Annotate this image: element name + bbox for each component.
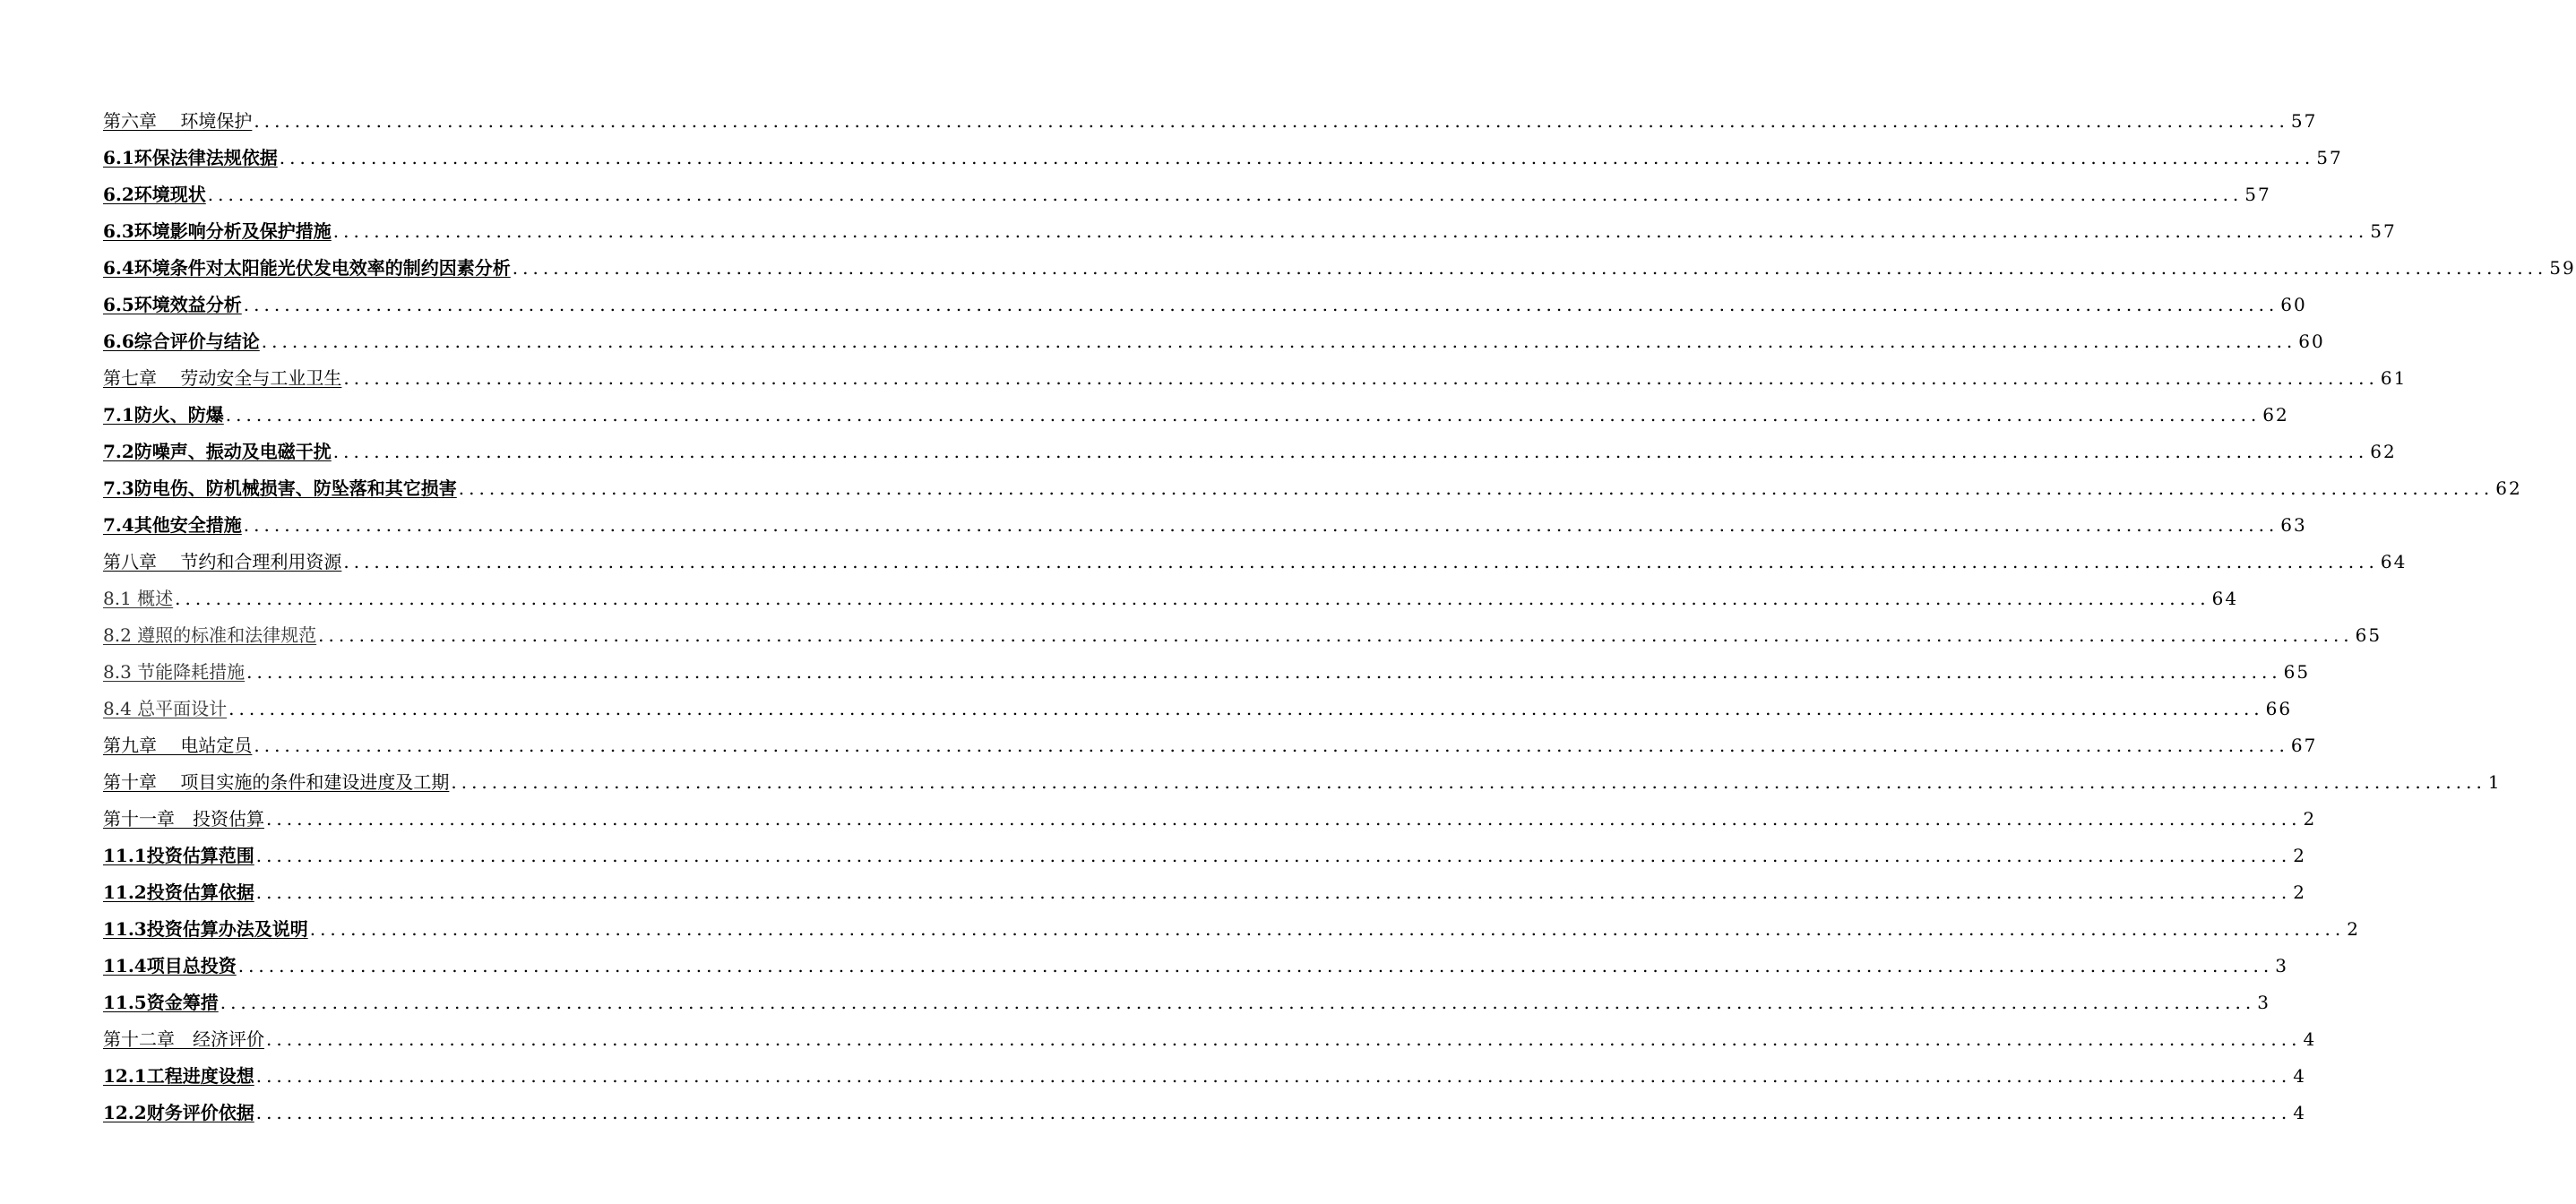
toc-leader-dots: ........................................................................................................................................................................................................ [228, 698, 2264, 719]
toc-page-number: 65 [2355, 624, 2382, 646]
toc-entry[interactable] [103, 537, 2408, 573]
toc-entry-label[interactable]: 8.3 节能降耗措施 [103, 661, 246, 683]
toc-leader-dots: ........................................................................................................................................................................................................ [332, 441, 2369, 462]
toc-leader-dots: ........................................................................................................................................................................................................ [266, 1028, 2302, 1050]
toc-page-number: 4 [2293, 1065, 2306, 1087]
toc-page-number: 59 [2549, 257, 2576, 279]
toc-entry[interactable] [103, 684, 2293, 720]
toc-entry-label[interactable]: 6.3环境影响分析及保护措施 [103, 220, 332, 242]
toc-entry[interactable] [103, 133, 2343, 169]
toc-page-number: 62 [2262, 404, 2289, 426]
toc-entry[interactable] [103, 794, 2317, 830]
toc-entry-label[interactable]: 6.1环保法律法规依据 [103, 147, 278, 168]
toc-entry[interactable] [103, 206, 2397, 243]
toc-entry[interactable] [103, 426, 2397, 463]
toc-entry[interactable] [103, 1014, 2317, 1051]
toc-leader-dots: ........................................................................................................................................................................................................ [343, 551, 2379, 572]
toc-entry[interactable] [103, 243, 2576, 280]
toc-entry[interactable] [103, 647, 2311, 684]
toc-leader-dots: ........................................................................................................................................................................................................ [175, 588, 2210, 609]
toc-entry-label[interactable]: 第七章 劳动安全与工业卫生 [103, 367, 342, 389]
toc-page-number: 57 [2370, 220, 2397, 242]
toc-entry-label[interactable]: 6.6综合评价与结论 [103, 331, 260, 352]
toc-page-number: 57 [2244, 184, 2271, 205]
toc-leader-dots: ........................................................................................................................................................................................................ [207, 184, 2244, 205]
toc-entry-label[interactable]: 8.2 遵照的标准和法律规范 [103, 624, 317, 646]
toc-leader-dots: ........................................................................................................................................................................................................ [246, 661, 2282, 683]
toc-leader-dots: ........................................................................................................................................................................................................ [237, 955, 2274, 976]
toc-entry-label[interactable]: 11.4项目总投资 [103, 955, 237, 976]
toc-page-number: 1 [2487, 771, 2502, 793]
toc-page-number: 62 [2495, 477, 2522, 499]
toc-leader-dots: ........................................................................................................................................................................................................ [255, 882, 2292, 903]
toc-entry[interactable] [103, 867, 2306, 904]
toc-entry[interactable] [103, 720, 2318, 757]
toc-leader-dots: ........................................................................................................................................................................................................ [266, 808, 2302, 830]
toc-entry-label[interactable]: 11.1投资估算范围 [103, 845, 254, 866]
toc-entry-label[interactable]: 第十一章 投资估算 [103, 808, 264, 830]
toc-entry-label[interactable]: 8.4 总平面设计 [103, 698, 228, 719]
toc-page-number: 57 [2290, 110, 2318, 132]
toc-entry-label[interactable]: 第十二章 经济评价 [103, 1028, 264, 1050]
toc-entry-label[interactable]: 第六章 环境保护 [103, 110, 253, 132]
toc-entry[interactable] [103, 977, 2270, 1014]
toc-page-number: 4 [2303, 1028, 2317, 1050]
toc-page-number: 62 [2370, 441, 2397, 462]
toc-page-number: 2 [2347, 918, 2360, 940]
toc-page-number: 2 [2293, 845, 2306, 866]
toc-entry-label[interactable]: 7.3防电伤、防机械损害、防坠落和其它损害 [103, 477, 457, 499]
toc-entry[interactable] [103, 169, 2271, 206]
toc-leader-dots: ........................................................................................................................................................................................................ [225, 404, 2262, 426]
toc-entry-label[interactable]: 8.1 概述 [103, 588, 174, 609]
toc-page-number: 57 [2316, 147, 2343, 168]
toc-leader-dots: ........................................................................................................................................................................................................ [512, 257, 2548, 279]
toc-entry[interactable] [103, 390, 2289, 426]
toc-entry[interactable] [103, 1051, 2306, 1088]
toc-entry-label[interactable]: 7.1防火、防爆 [103, 404, 224, 426]
toc-entry[interactable] [103, 280, 2307, 316]
toc-page-number: 60 [2298, 331, 2325, 352]
toc-entry[interactable] [103, 941, 2288, 977]
toc-leader-dots: ........................................................................................................................................................................................................ [243, 294, 2279, 315]
toc-entry-label[interactable]: 12.2财务评价依据 [103, 1102, 254, 1123]
toc-leader-dots: ........................................................................................................................................................................................................ [332, 220, 2369, 242]
toc-leader-dots: ........................................................................................................................................................................................................ [243, 514, 2279, 536]
toc-entry[interactable] [103, 353, 2408, 390]
toc-page-number: 66 [2265, 698, 2293, 719]
toc-leader-dots: ........................................................................................................................................................................................................ [254, 110, 2289, 132]
toc-entry[interactable] [103, 1088, 2306, 1124]
toc-page-number: 2 [2303, 808, 2317, 830]
toc-entry[interactable] [103, 830, 2306, 867]
toc-entry-label[interactable]: 11.5资金筹措 [103, 992, 219, 1013]
toc-entry-label[interactable]: 第八章 节约和合理利用资源 [103, 551, 342, 572]
toc-entry-label[interactable]: 11.3投资估算办法及说明 [103, 918, 308, 940]
toc-entry[interactable] [103, 316, 2325, 353]
toc-entry-label[interactable]: 12.1工程进度设想 [103, 1065, 254, 1087]
toc-page-number: 64 [2211, 588, 2239, 609]
toc-page-number: 63 [2280, 514, 2307, 536]
toc-leader-dots: ........................................................................................................................................................................................................ [458, 477, 2494, 499]
toc-page-number: 3 [2257, 992, 2270, 1013]
toc-leader-dots: ........................................................................................................................................................................................................ [309, 918, 2346, 940]
toc-entry[interactable] [103, 500, 2307, 537]
toc-page-number: 61 [2380, 367, 2408, 389]
toc-leader-dots: ........................................................................................................................................................................................................ [255, 845, 2292, 866]
toc-entry-label[interactable]: 6.2环境现状 [103, 184, 206, 205]
toc-leader-dots: ........................................................................................................................................................................................................ [343, 367, 2379, 389]
toc-entry[interactable] [103, 904, 2360, 941]
toc-entry[interactable] [103, 610, 2382, 647]
toc-page-number: 2 [2293, 882, 2306, 903]
toc-leader-dots: ........................................................................................................................................................................................................ [255, 1102, 2292, 1123]
toc-entry[interactable] [103, 96, 2318, 133]
toc-page-number: 64 [2380, 551, 2408, 572]
toc-entry-label[interactable]: 11.2投资估算依据 [103, 882, 254, 903]
toc-entry-label[interactable]: 第十章 项目实施的条件和建设进度及工期 [103, 771, 450, 793]
toc-entry[interactable] [103, 463, 2522, 500]
toc-page-number: 67 [2290, 735, 2318, 756]
toc-leader-dots: ........................................................................................................................................................................................................ [451, 771, 2486, 793]
toc-entry-label[interactable]: 第九章 电站定员 [103, 735, 253, 756]
toc-leader-dots: ........................................................................................................................................................................................................ [220, 992, 2256, 1013]
toc-leader-dots: ........................................................................................................................................................................................................ [254, 735, 2289, 756]
toc-entry[interactable] [103, 573, 2239, 610]
toc-entry-label[interactable]: 7.2防噪声、振动及电磁干扰 [103, 441, 332, 462]
toc-page-number: 60 [2280, 294, 2307, 315]
toc-entry-label[interactable]: 6.5环境效益分析 [103, 294, 242, 315]
toc-entry[interactable] [103, 757, 2502, 794]
table-of-contents [103, 96, 2576, 1124]
toc-leader-dots: ........................................................................................................................................................................................................ [261, 331, 2297, 352]
toc-page-number: 3 [2275, 955, 2288, 976]
toc-leader-dots: ........................................................................................................................................................................................................ [279, 147, 2315, 168]
toc-entry-label[interactable]: 7.4其他安全措施 [103, 514, 242, 536]
toc-leader-dots: ........................................................................................................................................................................................................ [318, 624, 2354, 646]
toc-page-number: 65 [2283, 661, 2311, 683]
toc-page-number: 4 [2293, 1102, 2306, 1123]
toc-leader-dots: ........................................................................................................................................................................................................ [255, 1065, 2292, 1087]
toc-entry-label[interactable]: 6.4环境条件对太阳能光伏发电效率的制约因素分析 [103, 257, 511, 279]
